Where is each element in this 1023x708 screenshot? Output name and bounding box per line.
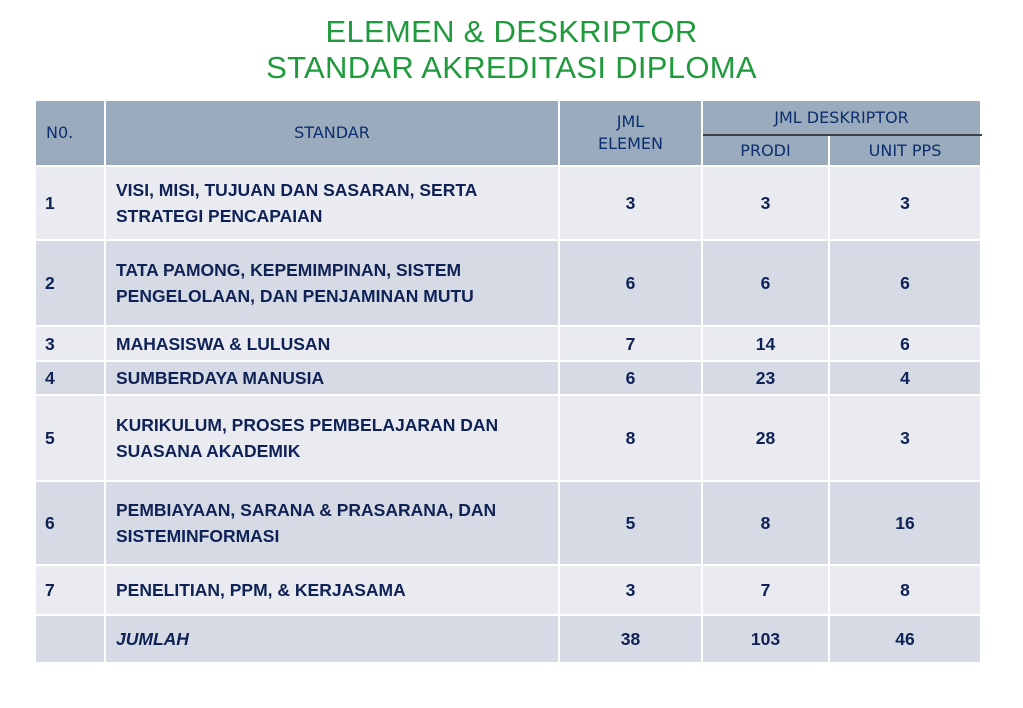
row-no: 2 xyxy=(35,240,105,326)
table-row xyxy=(35,326,981,361)
header-no: N0. xyxy=(35,100,105,166)
title-line-2: STANDAR AKREDITASI DIPLOMA xyxy=(266,50,757,85)
row-unit-pps: 8 xyxy=(829,565,981,615)
table-row xyxy=(35,565,981,615)
total-elemen: 38 xyxy=(559,615,702,663)
row-prodi: 23 xyxy=(702,361,829,395)
header-prodi: PRODI xyxy=(702,135,829,166)
standar-table xyxy=(34,99,982,664)
row-standar: MAHASISWA & LULUSAN xyxy=(105,326,559,361)
row-prodi: 14 xyxy=(702,326,829,361)
row-no: 7 xyxy=(35,565,105,615)
row-standar: SUMBERDAYA MANUSIA xyxy=(105,361,559,395)
row-elemen: 3 xyxy=(559,565,702,615)
row-prodi: 8 xyxy=(702,481,829,565)
row-elemen: 8 xyxy=(559,395,702,481)
table-row xyxy=(35,481,981,565)
row-no: 6 xyxy=(35,481,105,565)
row-standar: KURIKULUM, PROSES PEMBELAJARAN DAN SUASANA AKADEMIK xyxy=(105,395,559,481)
header-jml-elemen-line2: ELEMEN xyxy=(597,134,663,153)
row-unit-pps: 4 xyxy=(829,361,981,395)
table-row xyxy=(35,166,981,240)
total-row xyxy=(35,615,981,663)
row-standar: TATA PAMONG, KEPEMIMPINAN, SISTEM PENGELOLAAN, DAN PENJAMINAN MUTU xyxy=(105,240,559,326)
title-line-1: ELEMEN & DESKRIPTOR xyxy=(325,14,698,49)
row-elemen: 7 xyxy=(559,326,702,361)
row-standar: PENELITIAN, PPM, & KERJASAMA xyxy=(105,565,559,615)
row-standar: PEMBIAYAAN, SARANA & PRASARANA, DAN SISTEMINFORMASI xyxy=(105,481,559,565)
row-no: 5 xyxy=(35,395,105,481)
table-row xyxy=(35,240,981,326)
slide-title xyxy=(0,14,1023,86)
row-standar: VISI, MISI, TUJUAN DAN SASARAN, SERTA STRATEGI PENCAPAIAN xyxy=(105,166,559,240)
total-no-cell xyxy=(35,615,105,663)
header-jml-deskriptor: JML DESKRIPTOR xyxy=(702,100,981,135)
row-prodi: 28 xyxy=(702,395,829,481)
row-elemen: 5 xyxy=(559,481,702,565)
total-unit-pps: 46 xyxy=(829,615,981,663)
row-elemen: 6 xyxy=(559,361,702,395)
row-unit-pps: 16 xyxy=(829,481,981,565)
row-unit-pps: 3 xyxy=(829,395,981,481)
row-prodi: 3 xyxy=(702,166,829,240)
row-no: 3 xyxy=(35,326,105,361)
table-row xyxy=(35,395,981,481)
row-unit-pps: 6 xyxy=(829,240,981,326)
header-jml-elemen-line1: JML xyxy=(616,112,645,131)
total-label: JUMLAH xyxy=(105,615,559,663)
row-prodi: 6 xyxy=(702,240,829,326)
row-no: 1 xyxy=(35,166,105,240)
header-jml-elemen xyxy=(559,100,702,166)
table-row xyxy=(35,361,981,395)
header-standar: STANDAR xyxy=(105,100,559,166)
row-unit-pps: 3 xyxy=(829,166,981,240)
row-elemen: 3 xyxy=(559,166,702,240)
row-elemen: 6 xyxy=(559,240,702,326)
row-no: 4 xyxy=(35,361,105,395)
row-prodi: 7 xyxy=(702,565,829,615)
header-unit-pps: UNIT PPS xyxy=(829,135,981,166)
row-unit-pps: 6 xyxy=(829,326,981,361)
total-prodi: 103 xyxy=(702,615,829,663)
